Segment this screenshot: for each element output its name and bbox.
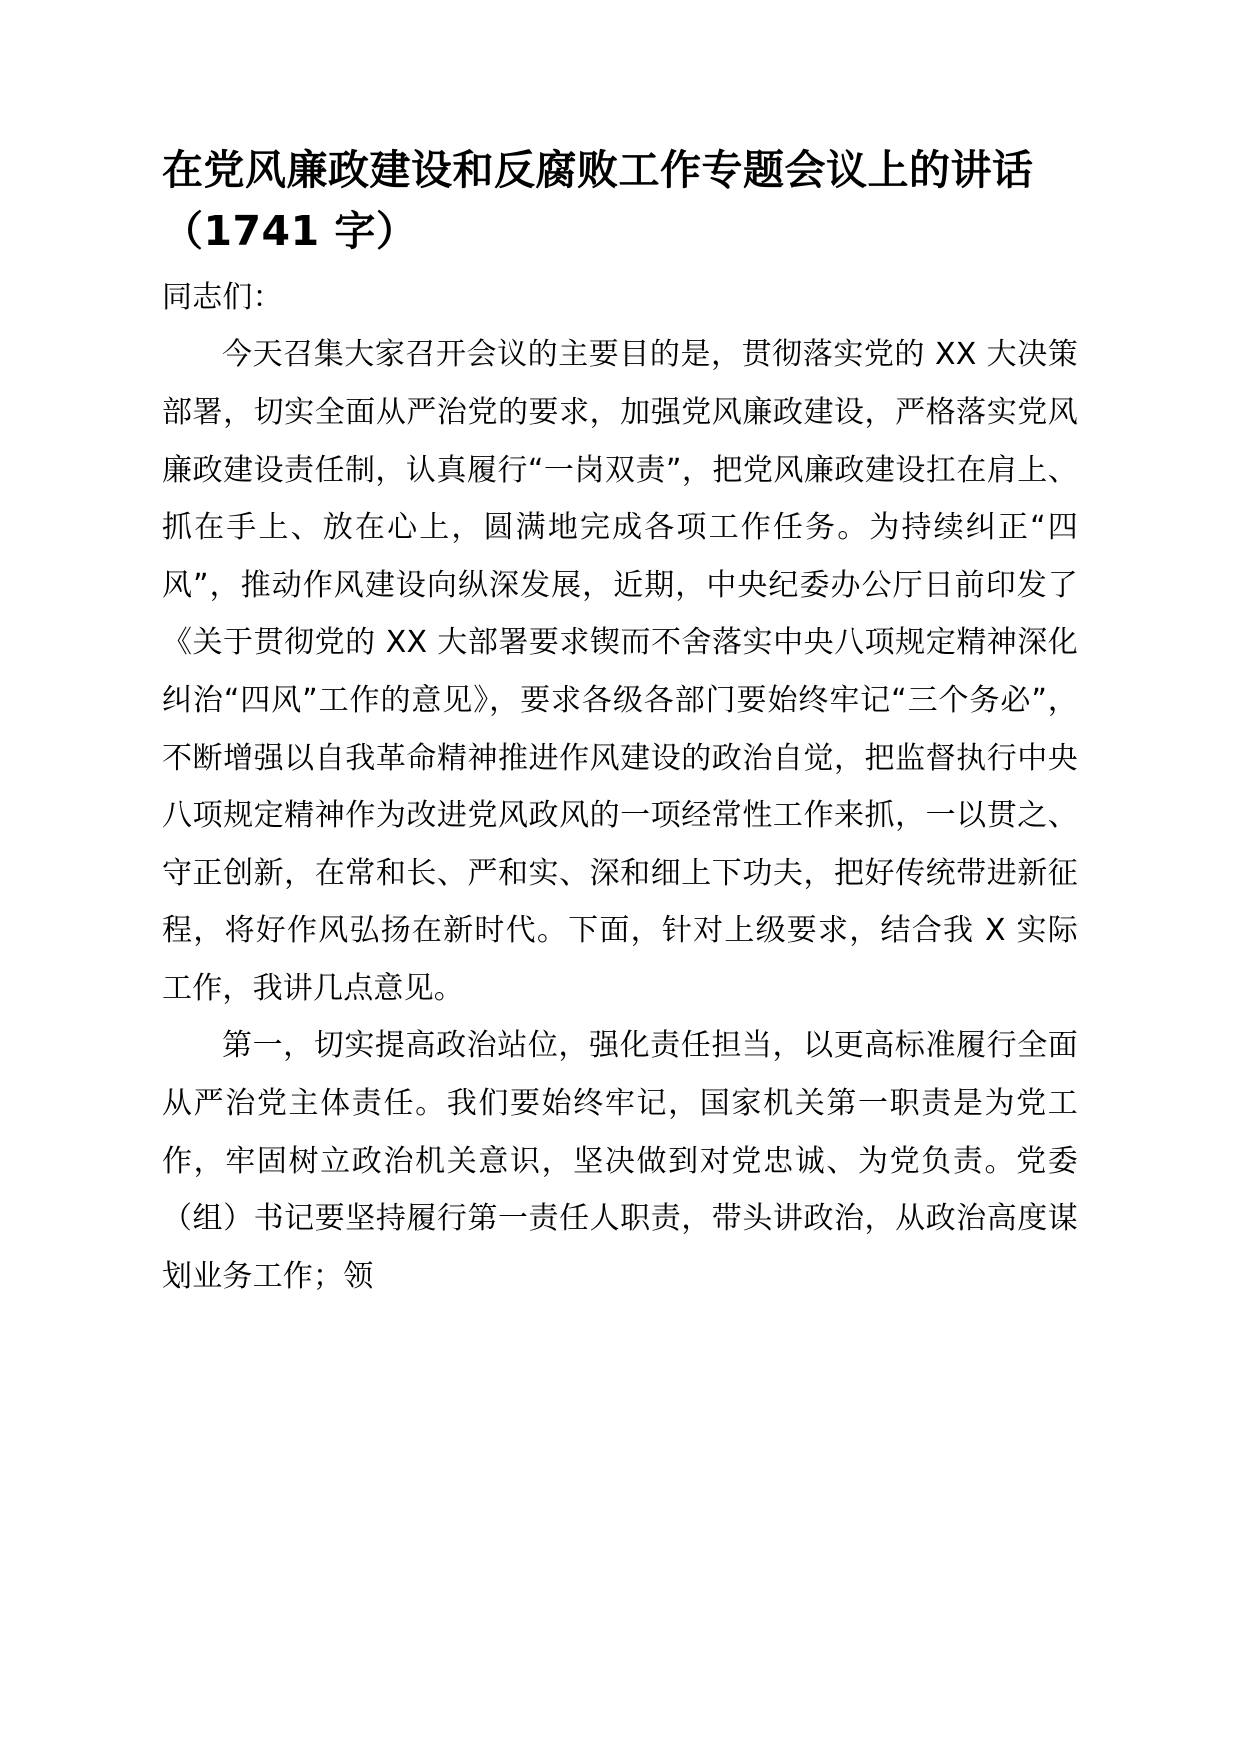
paragraph-2: 第一，切实提高政治站位，强化责任担当，以更高标准履行全面从严治党主体责任。我们要始终牢记，国家机关第一职责是为党工作，牢固树立政治机关意识，坚决做到对党忠诚、为党负责。党委（组）书记要坚持履行第一责任人职责，带头讲政治，从政治高度谋划业务工作；领 <box>162 1028 1078 1294</box>
paragraph-1: 今天召集大家召开会议的主要目的是，贯彻落实党的 XX 大决策部署，切实全面从严治党的要求，加强党风廉政建设，严格落实党风廉政建设责任制，认真履行“一岗双责”，把党风廉政建设扛在肩上、抓在手上、放在心上，圆满地完成各项工作任务。为持续纠正“四风”，推动作风建设向纵深发展，近期，中央纪委办公厅日前印发了《关于贯彻党的 XX 大部署要求锲而不舍落实中央八项规定精神深化纠治“四风”工作的意见》，要求各级各部门要始终牢记“三个务必”，不断增强以自我革命精神推进作风建设的政治自觉，把监督执行中央八项规定精神作为改进党风政风的一项经常性工作来抓，一以贯之、守正创新，在常和长、严和实、深和细上下功夫，把好传统带进新征程，将好作风弘扬在新时代。下面，针对上级要求，结合我 X 实际工作，我讲几点意见。 <box>162 337 1078 1006</box>
salutation: 同志们： <box>162 280 283 316</box>
page-title: 在党风廉政建设和反腐败工作专题会议上的讲话（1741 字） <box>162 146 1034 255</box>
